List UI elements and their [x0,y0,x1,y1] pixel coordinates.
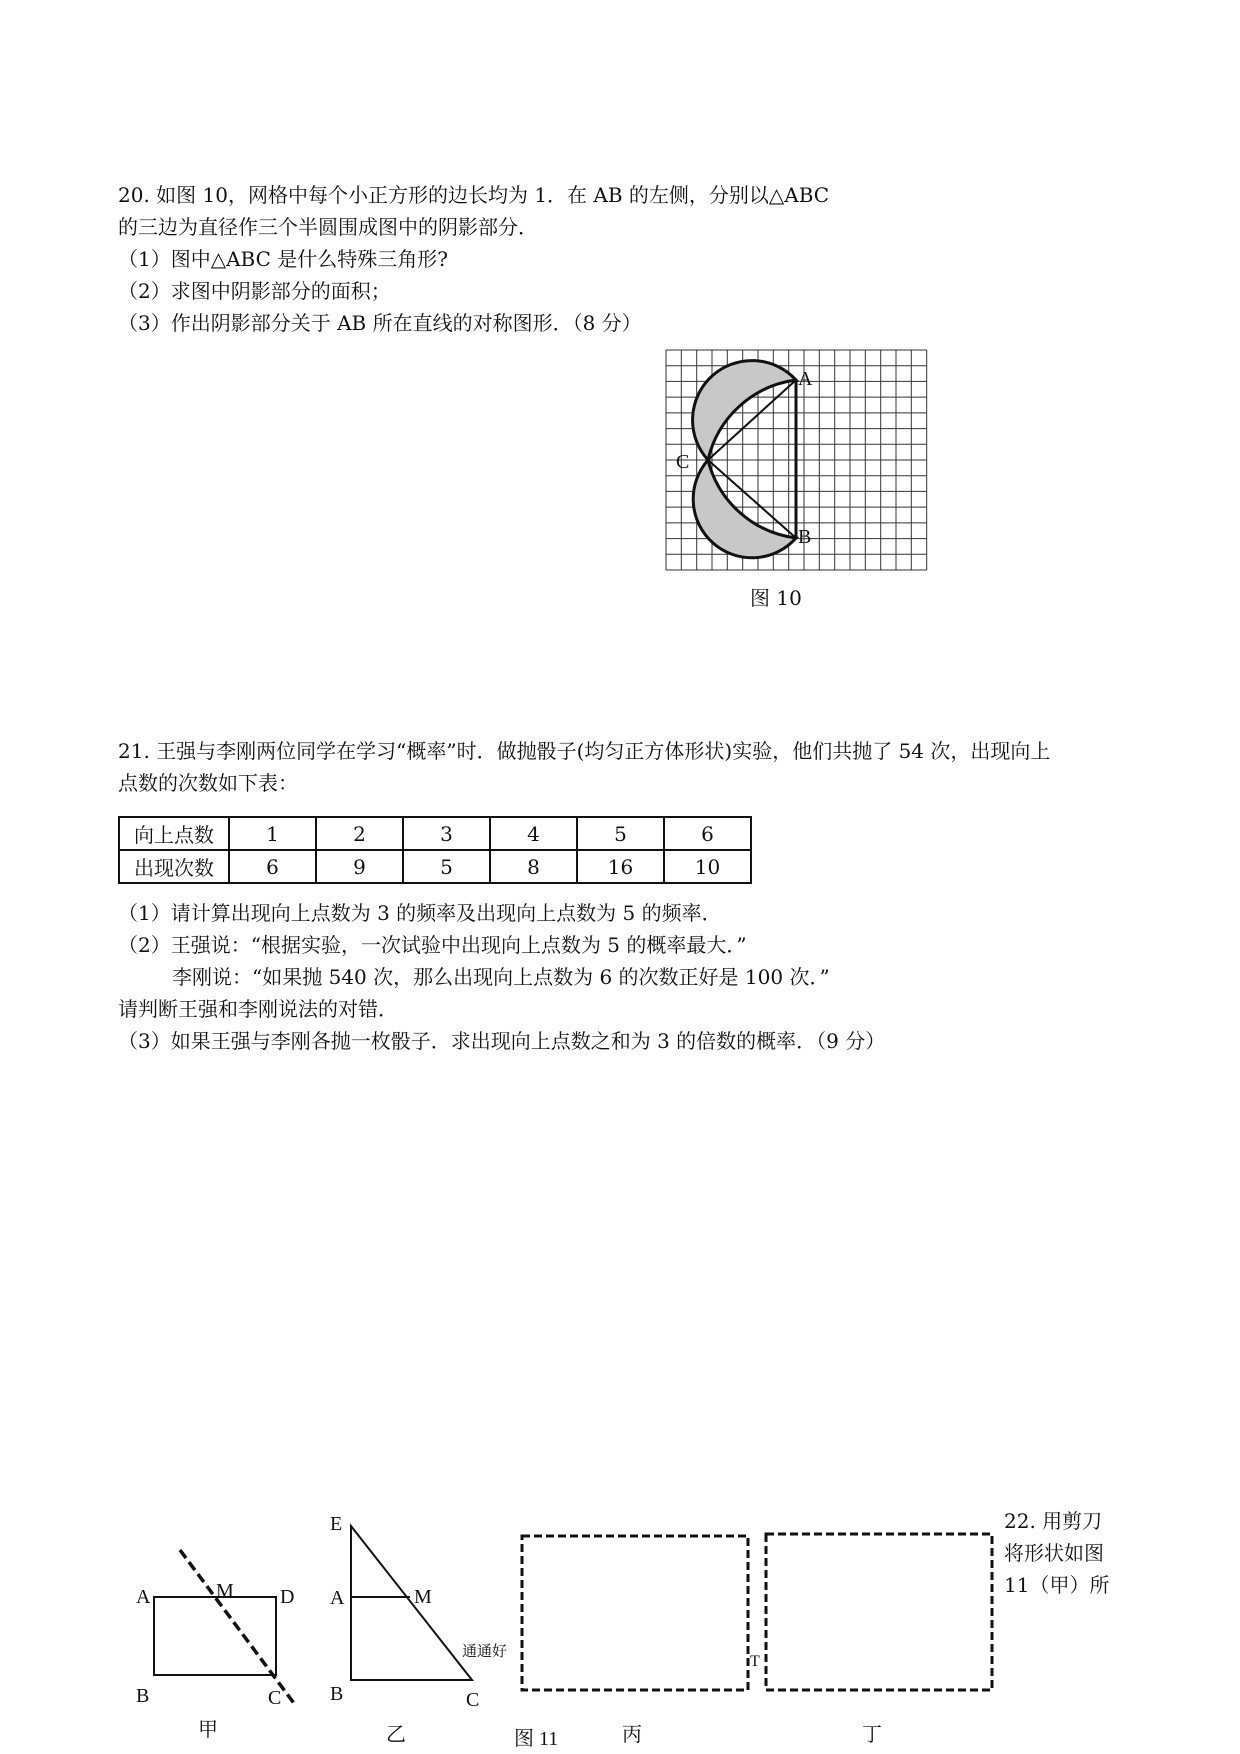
label-b: B [798,526,812,548]
table-cell: 8 [490,850,577,883]
caption-jia: 甲 [198,1719,218,1741]
yi-label-a: A [330,1587,345,1609]
table-cell: 10 [664,850,751,883]
label-a: A [798,368,813,390]
table-cell: 5 [403,850,490,883]
table-row [119,850,751,883]
jia-label-m: M [216,1580,234,1602]
figure-10-caption: 图 10 [750,586,802,610]
q21-sub2: （2）王强说：“根据实验，一次试验中出现向上点数为 5 的概率最大．” [118,933,747,957]
shaded-lune-upper [693,361,796,460]
dashed-box-bing [522,1536,748,1690]
table-cell: 6 [229,850,316,883]
q21-sub1: （1）请计算出现向上点数为 3 的频率及出现向上点数为 5 的频率． [118,901,722,925]
figure-11-caption: 图 11 [514,1728,559,1750]
table-cell: 4 [490,817,577,850]
q21-line2: 点数的次数如下表： [118,771,298,795]
label-c: C [676,451,690,473]
table-cell: 5 [577,817,664,850]
table-cell: 2 [316,817,403,850]
table-row [119,817,751,850]
jia-label-d: D [280,1586,295,1608]
q21-sub3: （3）如果王强与李刚各抛一枚骰子．求出现向上点数之和为 3 的倍数的概率．（9 分） [118,1029,886,1053]
dice-table [118,816,752,884]
q20-sub3: （3）作出阴影部分关于 AB 所在直线的对称图形．（8 分） [118,311,642,335]
table-header-cell: 出现次数 [119,850,229,883]
jia-label-b: B [136,1685,150,1707]
q20-sub2: （2）求图中阴影部分的面积； [118,279,391,303]
yi-label-c: C [466,1689,480,1711]
q20-line2: 的三边为直径作三个半圆围成图中的阴影部分． [118,215,538,239]
table-header-cell: 向上点数 [119,817,229,850]
caption-bing: 丙 [622,1724,642,1746]
table-cell: 6 [664,817,751,850]
table-cell: 3 [403,817,490,850]
q22-line3: 11（甲）所 [1004,1573,1110,1597]
table-cell: 1 [229,817,316,850]
small-text: 通通好 [462,1644,508,1660]
caption-yi: 乙 [386,1724,406,1746]
shaded-lune-lower [693,460,796,558]
q20-sub1: （1）图中△ABC 是什么特殊三角形? [118,247,448,271]
jia-label-c: C [268,1687,282,1709]
q20-line1: 20. 如图 10，网格中每个小正方形的边长均为 1．在 AB 的左侧，分别以△ABC [118,183,830,207]
yi-label-b: B [330,1683,344,1705]
cut-line-dashed [180,1550,296,1706]
small-mark: T [750,1653,760,1670]
q21-line1: 21. 王强与李刚两位同学在学习“概率”时．做抛骰子(均匀正方体形状)实验，他们共抛了 54 次，出现向上 [118,739,1051,763]
table-cell: 16 [577,850,664,883]
jia-label-a: A [136,1586,151,1608]
q21-sub2c: 请判断王强和李刚说法的对错． [118,997,398,1021]
q22-line1: 22. 用剪刀 [1004,1509,1103,1533]
figure-10 [650,340,940,580]
triangle-ebc [351,1526,472,1680]
caption-ding: 丁 [862,1724,882,1746]
rectangle-abcd [154,1597,276,1675]
figure-11 [120,1500,1000,1750]
yi-label-m: M [414,1586,432,1608]
yi-label-e: E [330,1513,343,1535]
q21-sub2b: 李刚说：“如果抛 540 次，那么出现向上点数为 6 的次数正好是 100 次．” [172,965,830,989]
dashed-box-ding [766,1534,992,1690]
table-cell: 9 [316,850,403,883]
q22-line2: 将形状如图 [1004,1541,1104,1565]
